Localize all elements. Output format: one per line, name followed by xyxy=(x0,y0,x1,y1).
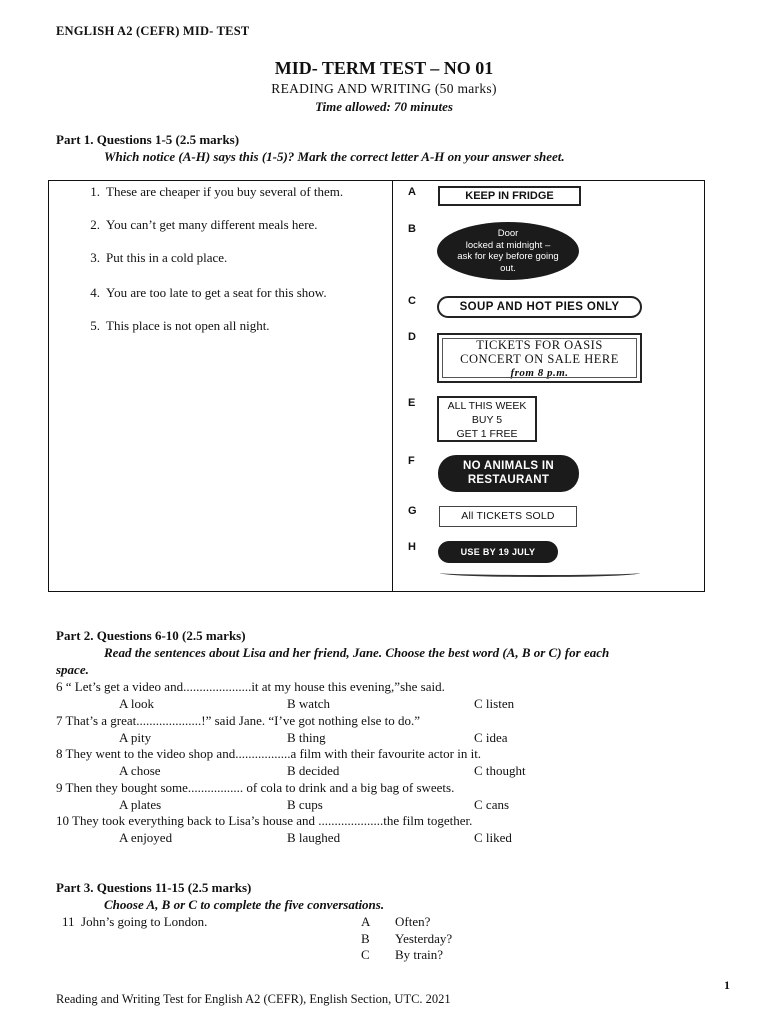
option-b: B laughed xyxy=(287,830,341,845)
notice-letter-a: A xyxy=(408,186,416,198)
notice-text: TICKETS FOR OASIS xyxy=(476,338,603,352)
option-text-b: Yesterday? xyxy=(395,931,453,946)
part2-question xyxy=(56,713,420,729)
notice-inner-border xyxy=(442,338,637,378)
notice-buy-5-get-1 xyxy=(437,396,537,442)
page-number: 1 xyxy=(724,978,730,992)
part1-question xyxy=(62,217,318,233)
option-a: A chose xyxy=(119,763,161,778)
document-header: ENGLISH A2 (CEFR) MID- TEST xyxy=(56,24,250,38)
notice-letter-c: C xyxy=(408,295,416,307)
question-text: Put this in a cold place. xyxy=(106,250,228,265)
notice-text: from 8 p.m. xyxy=(510,367,569,379)
notice-text: All TICKETS SOLD xyxy=(461,510,555,522)
part2-question xyxy=(56,679,445,695)
notice-door-locked xyxy=(437,222,579,280)
part1-question xyxy=(62,250,227,266)
notice-text: ask for key before going xyxy=(457,251,559,262)
question-number: 3. xyxy=(90,250,100,265)
page-footer: Reading and Writing Test for English A2 (CEFR), English Section, UTC. 2021 xyxy=(56,992,451,1006)
question-text: “ Let’s get a video and.....................it at my house this evening,”she said. xyxy=(62,679,445,694)
notice-text: ALL THIS WEEK xyxy=(447,400,527,412)
notice-letter-g: G xyxy=(408,505,417,517)
question-text: This place is not open all night. xyxy=(106,318,270,333)
part2-instruction-cont: space. xyxy=(56,662,89,677)
notice-text: out. xyxy=(500,262,516,274)
part2-instruction: Read the sentences about Lisa and her friend, Jane. Choose the best word (A, B or C) for each xyxy=(104,645,610,660)
notice-text: USE BY 19 JULY xyxy=(460,547,536,557)
option-b: B decided xyxy=(287,763,340,778)
option-b: B cups xyxy=(287,797,323,812)
question-number: 4. xyxy=(90,285,100,300)
part2-question xyxy=(56,813,472,829)
part1-question xyxy=(62,318,270,334)
notice-text: NO ANIMALS IN xyxy=(463,460,554,472)
question-number: 5. xyxy=(90,318,100,333)
notice-letter-h: H xyxy=(408,541,416,553)
option-c: C listen xyxy=(474,696,515,711)
question-number: 8 xyxy=(56,746,63,761)
test-title: MID- TERM TEST – NO 01 xyxy=(274,58,494,78)
notice-letter-f: F xyxy=(408,455,415,467)
part2-question xyxy=(56,746,481,762)
notice-text: BUY 5 xyxy=(471,414,503,426)
question-number: 11 xyxy=(62,914,75,929)
notice-keep-in-fridge xyxy=(438,186,581,206)
notice-text: locked at midnight – xyxy=(465,239,551,251)
question-text: Then they bought some................. of cola to drink and a big bag of sweets. xyxy=(62,780,455,795)
question-text: You are too late to get a seat for this show. xyxy=(106,285,327,300)
question-text: That’s a great....................!” said Jane. “I’ve got nothing else to do.” xyxy=(62,713,421,728)
option-letter-a: A xyxy=(361,914,371,929)
notice-tickets-sold xyxy=(439,506,577,527)
notice-letter-e: E xyxy=(408,397,416,409)
option-c: C idea xyxy=(474,730,508,745)
notice-no-animals xyxy=(438,455,579,492)
question-number: 6 xyxy=(56,679,63,694)
option-a: A enjoyed xyxy=(119,830,173,845)
test-subtitle: READING AND WRITING (50 marks) xyxy=(271,81,497,96)
notice-letter-d: D xyxy=(408,331,416,343)
notice-text: GET 1 FREE xyxy=(456,428,518,440)
notice-text: KEEP IN FRIDGE xyxy=(465,190,554,202)
time-allowed: Time allowed: 70 minutes xyxy=(315,99,453,114)
option-b: B watch xyxy=(287,696,330,711)
part1-question xyxy=(62,184,343,200)
option-letter-b: B xyxy=(361,931,370,946)
option-b: B thing xyxy=(287,730,326,745)
part2-heading: Part 2. Questions 6-10 (2.5 marks) xyxy=(56,628,246,643)
question-text: John’s going to London. xyxy=(81,914,208,929)
question-number: 10 xyxy=(56,813,69,828)
notice-use-by xyxy=(438,541,558,563)
option-a: A plates xyxy=(119,797,162,812)
part1-question xyxy=(62,285,327,301)
notice-tickets-oasis xyxy=(437,333,642,383)
option-text-a: Often? xyxy=(395,914,431,929)
question-text: They went to the video shop and.................a film with their favourite actor in it. xyxy=(62,746,482,761)
option-c: C thought xyxy=(474,763,526,778)
question-number: 7 xyxy=(56,713,63,728)
question-number: 1. xyxy=(90,184,100,199)
option-text-c: By train? xyxy=(395,947,444,962)
notice-letter-b: B xyxy=(408,223,416,235)
cropped-notice-edge xyxy=(440,569,640,577)
option-letter-c: C xyxy=(361,947,370,962)
notice-text: SOUP AND HOT PIES ONLY xyxy=(459,301,620,313)
option-c: C liked xyxy=(474,830,512,845)
option-c: C cans xyxy=(474,797,510,812)
question-number: 2. xyxy=(90,217,100,232)
part1-table-divider xyxy=(392,180,393,592)
option-a: A pity xyxy=(119,730,152,745)
question-text: These are cheaper if you buy several of them. xyxy=(106,184,344,199)
part1-table xyxy=(48,180,705,592)
part3-heading: Part 3. Questions 11-15 (2.5 marks) xyxy=(56,880,252,895)
notice-text: RESTAURANT xyxy=(467,474,550,486)
question-text: You can’t get many different meals here. xyxy=(106,217,318,232)
part1-heading: Part 1. Questions 1-5 (2.5 marks) xyxy=(56,132,240,147)
part2-question xyxy=(56,780,454,796)
part3-instruction: Choose A, B or C to complete the five conversations. xyxy=(104,897,385,912)
part1-instruction: Which notice (A-H) says this (1-5)? Mark the correct letter A-H on your answer sheet. xyxy=(104,149,565,164)
notice-text: CONCERT ON SALE HERE xyxy=(460,352,619,366)
question-number: 9 xyxy=(56,780,63,795)
option-a: A look xyxy=(119,696,155,711)
question-text: They took everything back to Lisa’s house and ....................the film together. xyxy=(69,813,473,828)
notice-soup-pies xyxy=(437,296,642,318)
part3-question xyxy=(62,914,207,930)
notice-text: Door xyxy=(497,228,519,239)
